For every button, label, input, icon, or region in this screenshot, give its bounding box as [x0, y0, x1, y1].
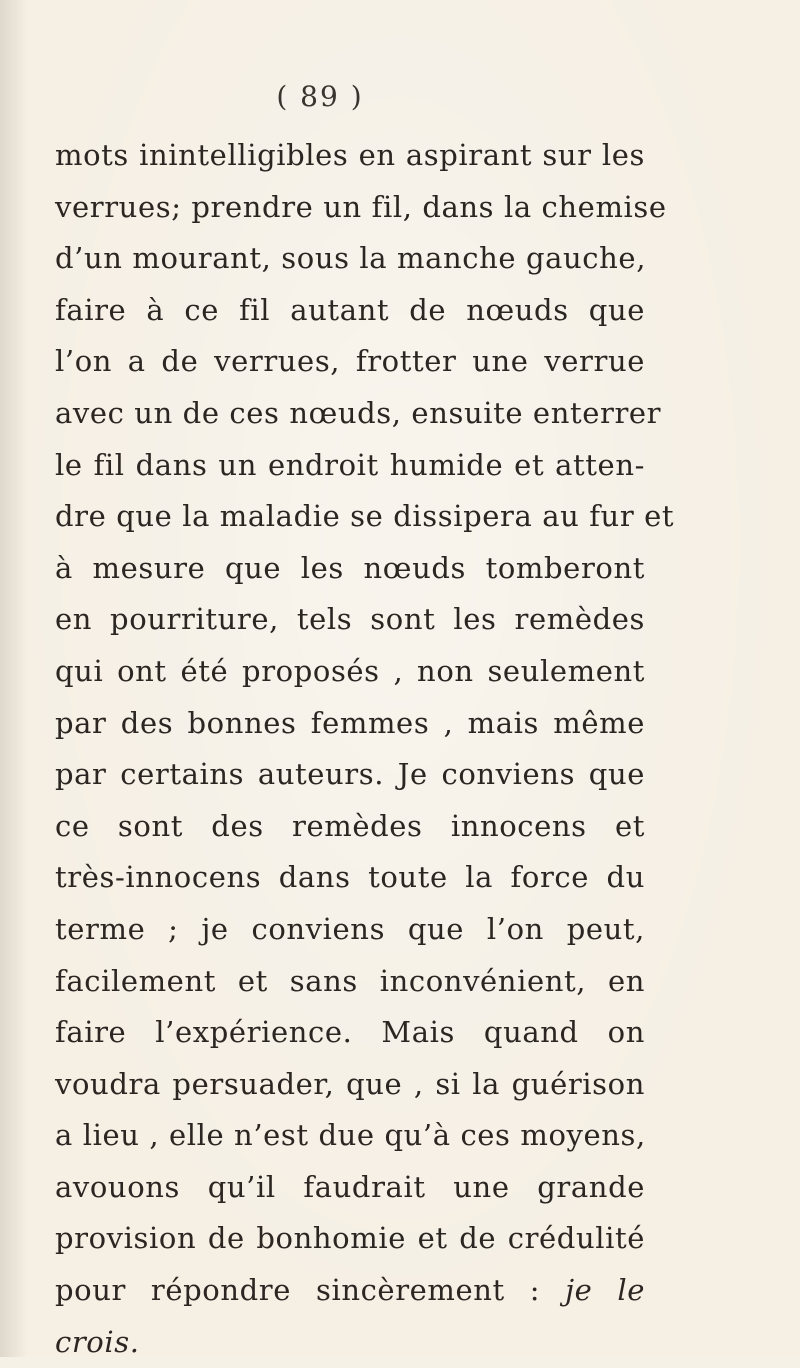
text-line: le fil dans un endroit humide et atten- [55, 447, 645, 482]
text-line: par certains auteurs. Je conviens que [55, 757, 645, 792]
text-line-italic: je le [565, 1273, 646, 1308]
text-line: terme ; je conviens que l’on peut, [55, 911, 645, 946]
page-gutter-shadow [0, 0, 28, 1357]
text-line: avouons qu’il faudrait une grande [55, 1169, 645, 1204]
body-text [55, 130, 675, 1368]
text-line: faire à ce fil autant de nœuds que [55, 292, 645, 327]
text-line: qui ont été proposés , non seulement [55, 653, 645, 688]
text-line: a lieu , elle n’est due qu’à ces moyens, [55, 1118, 646, 1153]
text-line: verrues; prendre un fil, dans la chemise [55, 189, 667, 224]
text-line: ce sont des remèdes innocens et [55, 808, 645, 843]
text-line: mots inintelligibles en aspirant sur les [55, 138, 645, 172]
text-line: à mesure que les nœuds tomberont [55, 550, 645, 585]
text-line-final: crois. [55, 1324, 140, 1359]
text-line: très-innocens dans toute la force du [55, 860, 645, 895]
text-line: facilement et sans inconvénient, en [55, 963, 645, 998]
text-line: dre que la maladie se dissipera au fur et [55, 499, 675, 534]
text-line: voudra persuader, que , si la guérison [55, 1066, 645, 1101]
text-line: par des bonnes femmes , mais même [55, 705, 645, 740]
text-line: avec un de ces nœuds, ensuite enterrer [55, 395, 662, 430]
text-line: provision de bonhomie et de crédulité [55, 1221, 645, 1256]
page-number: ( 89 ) [276, 80, 364, 113]
text-line: faire l’expérience. Mais quand on [55, 1015, 645, 1050]
text-line: d’un mourant, sous la manche gauche, [55, 241, 647, 276]
text-line-prefix: pour répondre sincèrement : [55, 1273, 566, 1308]
text-line: en pourriture, tels sont les remèdes [55, 602, 645, 637]
text-line-mixed [55, 1265, 645, 1317]
text-line: l’on a de verrues, frotter une verrue [55, 344, 645, 379]
